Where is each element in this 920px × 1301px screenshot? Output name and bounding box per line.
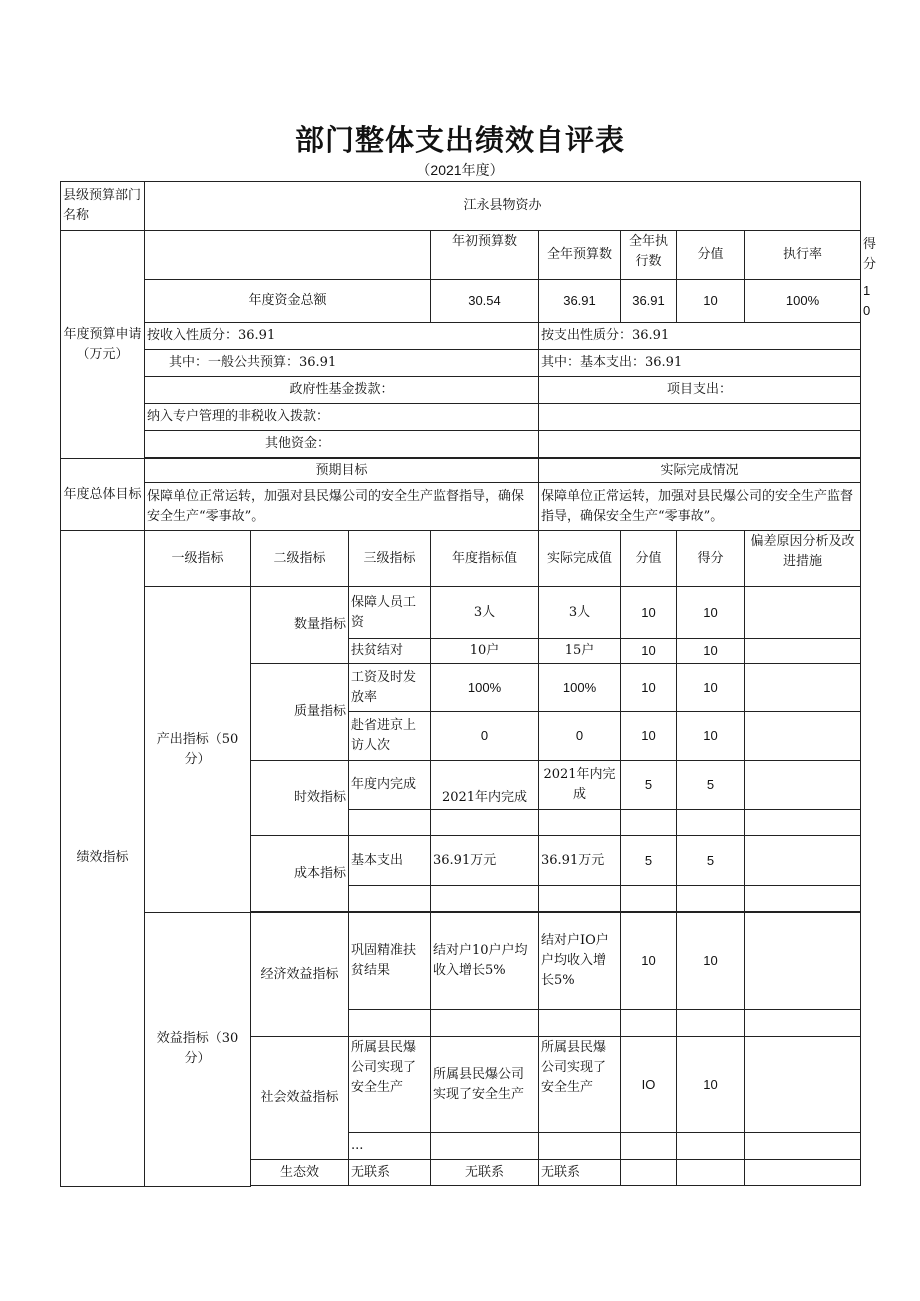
budget-fund-row [61,377,861,404]
col-exec-rate: 执行率 [745,231,861,280]
hdr-actual: 实际完成值 [539,531,621,587]
qty1-l3: 保障人员工资 [349,587,431,639]
table-row [61,913,861,1010]
qual-l2: 质量指标 [251,664,349,761]
total-label: 年度资金总额 [145,280,431,323]
performance-table [60,181,877,1187]
hdr-level2: 二级指标 [251,531,349,587]
actual-header: 实际完成情况 [539,459,861,483]
hdr-score: 得分 [677,531,745,587]
perf-header-row [61,531,861,587]
hdr-level3: 三级指标 [349,531,431,587]
budget-total-row: 年度资金总额 30.54 36.91 36.91 10 100% 10 [61,280,861,323]
expected-header: 预期目标 [145,459,539,483]
eco-l2: 生态效 [251,1160,349,1186]
goal-header-row [61,459,861,483]
cost-l2: 成本指标 [251,836,349,912]
budget-general-row [61,350,861,377]
col-full-budget: 全年预算数 [539,231,621,280]
qual1-actual: 100% [539,664,621,712]
table-row [61,587,861,639]
qual1-score-max: 10 [621,664,677,712]
output-label: 产出指标（50分） [145,587,251,913]
other-funds: 其他资金： [145,431,539,458]
general-budget: 其中：一般公共预算：36.91 [145,350,539,377]
year-label: （2021年度） [416,162,504,178]
project-expense: 项目支出： [539,377,861,404]
econ1-target: 结对户10户户均收入增长5% [431,913,539,1010]
soc1-actual: 所属县民爆公司实现了安全生产 [539,1037,621,1133]
soc1-l3: 所属县民爆公司实现了安全生产 [349,1037,431,1133]
eco1-target: 无联系 [431,1160,539,1186]
qty2-target: 10户 [431,639,539,664]
time-l2: 时效指标 [251,761,349,836]
total-initial: 30.54 [431,280,539,323]
soc-l2: 社会效益指标 [251,1037,349,1160]
cost1-score: 5 [677,836,745,886]
cost1-score-max: 5 [621,836,677,886]
qty2-score-max: 10 [621,639,677,664]
dept-label: 县级预算部门名称 [61,182,145,231]
col-score-max: 分值 [677,231,745,280]
cost1-target: 36.91万元 [431,836,539,886]
budget-other-row [61,431,861,458]
econ-l2: 经济效益指标 [251,913,349,1037]
hdr-score-max: 分值 [621,531,677,587]
qual2-score-max: 10 [621,712,677,761]
qual2-score: 10 [677,712,745,761]
goal-section-label: 年度总体目标 [61,459,145,531]
time1-target: 2021年内完成 [431,761,539,810]
by-income: 按收入性质分：36.91 [145,323,539,350]
qual2-target: 0 [431,712,539,761]
expected-text: 保障单位正常运转，加强对县民爆公司的安全生产监督指导，确保安全生产“零事故”。 [145,483,539,531]
qual1-l3: 工资及时发放率 [349,664,431,712]
soc1-score-max: IO [621,1037,677,1133]
soc1-score: 10 [677,1037,745,1133]
cost1-l3: 基本支出 [349,836,431,886]
eco1-l3: 无联系 [349,1160,431,1186]
cost1-actual: 36.91万元 [539,836,621,886]
econ1-score: 10 [677,913,745,1010]
col-executed: 全年执行数 [621,231,677,280]
hdr-deviation: 偏差原因分析及改进措施 [745,531,861,587]
time1-score-max: 5 [621,761,677,810]
budget-nontax-row [61,404,861,431]
benefit-label: 效益指标（30分） [145,913,251,1187]
qty-l2: 数量指标 [251,587,349,664]
qty1-score-max: 10 [621,587,677,639]
total-score-max: 10 [677,280,745,323]
hdr-target: 年度指标值 [431,531,539,587]
qual1-score: 10 [677,664,745,712]
qty2-actual: 15户 [539,639,621,664]
qual2-actual: 0 [539,712,621,761]
dept-value: 江永县物资办 [145,182,861,231]
econ1-actual: 结对户IO户户均收入增长5% [539,913,621,1010]
page-title: 部门整体支出绩效自评表 [294,123,625,157]
total-full: 36.91 [539,280,621,323]
qty1-actual: 3人 [539,587,621,639]
total-rate: 100% [745,280,861,323]
budget-section-label: 年度预算申请（万元） [61,231,145,459]
col-initial-budget: 年初预算数 [431,231,539,280]
qual2-l3: 赴省进京上访人次 [349,712,431,761]
gov-fund: 政府性基金拨款： [145,377,539,404]
soc1-target: 所属县民爆公司实现了安全生产 [431,1037,539,1133]
budget-header-row: 年度预算申请（万元） 年初预算数 全年预算数 全年执行数 分值 执行率 得分 [61,231,861,280]
econ1-l3: 巩固精准扶贫结果 [349,913,431,1010]
goal-text-row [61,483,861,531]
time1-l3: 年度内完成 [349,761,431,810]
soc2-l3: ... [349,1133,431,1160]
dept-row [61,182,861,231]
qty1-score: 10 [677,587,745,639]
budget-income-row [61,323,861,350]
nontax: 纳入专户管理的非税收入拨款： [145,404,539,431]
perf-section-label: 绩效指标 [61,531,145,1187]
by-expense: 按支出性质分：36.91 [539,323,861,350]
hdr-level1: 一级指标 [145,531,251,587]
qual1-target: 100% [431,664,539,712]
actual-text: 保障单位正常运转，加强对县民爆公司的安全生产监督指导，确保安全生产“零事故”。 [539,483,861,531]
time1-actual: 2021年内完成 [539,761,621,810]
econ1-score-max: 10 [621,913,677,1010]
eco1-actual: 无联系 [539,1160,621,1186]
qty1-target: 3人 [431,587,539,639]
basic-expense: 其中：基本支出：36.91 [539,350,861,377]
time1-score: 5 [677,761,745,810]
qty2-score: 10 [677,639,745,664]
total-executed: 36.91 [621,280,677,323]
qty2-l3: 扶贫结对 [349,639,431,664]
